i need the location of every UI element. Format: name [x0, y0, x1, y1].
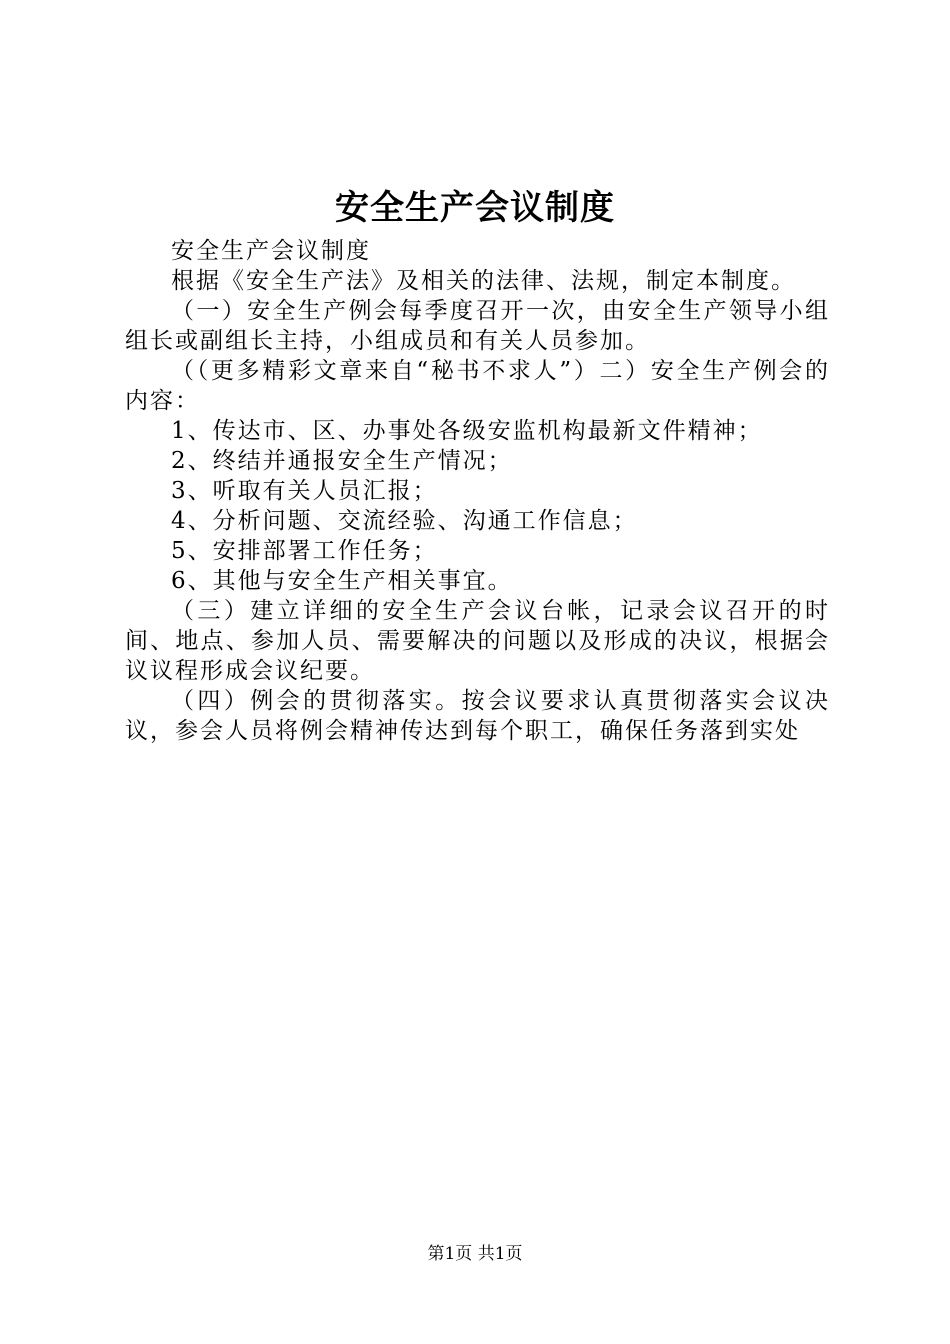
paragraph-section-4: （四）例会的贯彻落实。按会议要求认真贯彻落实会议决议，参会人员将例会精神传达到每个职工，确保任务落到实处 — [125, 688, 830, 744]
list-item-2: 2、终结并通报安全生产情况； — [171, 448, 513, 474]
list-item-4: 4、分析问题、交流经验、沟通工作信息； — [171, 508, 638, 534]
paragraph-section-2: （（更多精彩文章来自“秘书不求人”）二）安全生产例会的内容： — [125, 358, 830, 414]
document-title: 安全生产会议制度 — [335, 188, 615, 228]
paragraph-heading-repeat: 安全生产会议制度 — [171, 238, 371, 264]
paragraph-basis: 根据《安全生产法》及相关的法律、法规，制定本制度。 — [171, 268, 796, 294]
paragraph-section-1: （一）安全生产例会每季度召开一次，由安全生产领导小组组长或副组长主持，小组成员和有关人员参加。 — [125, 298, 830, 354]
list-item-3: 3、听取有关人员汇报； — [171, 478, 438, 504]
document-body — [125, 236, 830, 746]
list-item-6: 6、其他与安全生产相关事宜。 — [171, 568, 513, 594]
page-footer: 第1页 共1页 — [427, 1244, 523, 1264]
list-item-5: 5、安排部署工作任务； — [171, 538, 438, 564]
paragraph-section-3: （三）建立详细的安全生产会议台帐，记录会议召开的时间、地点、参加人员、需要解决的问题以及形成的决议，根据会议议程形成会议纪要。 — [125, 598, 830, 684]
list-item-1: 1、传达市、区、办事处各级安监机构最新文件精神； — [171, 418, 763, 444]
